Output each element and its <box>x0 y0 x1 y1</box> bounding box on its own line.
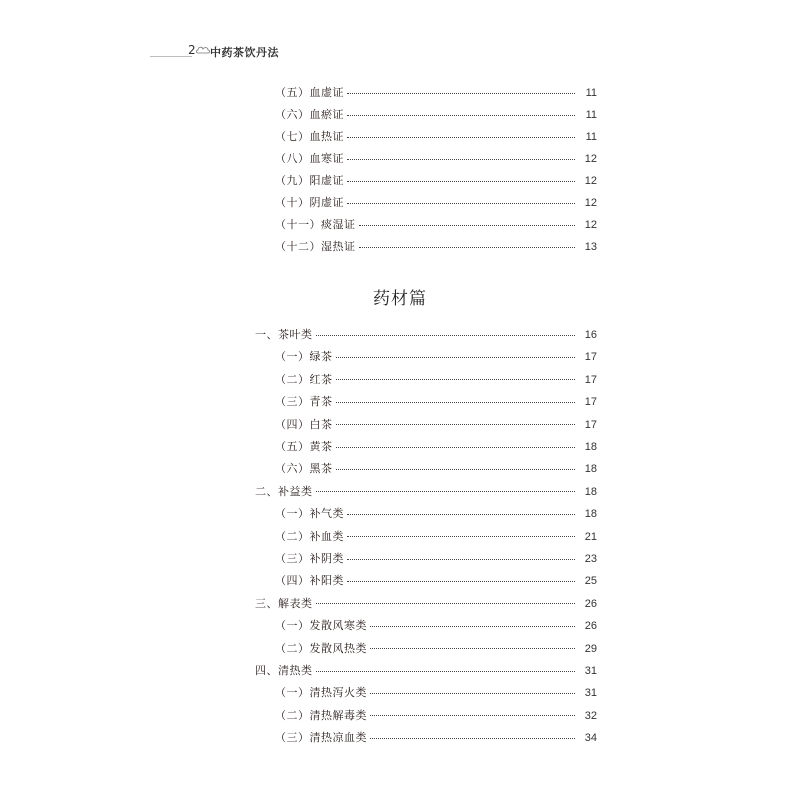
page-number: 2 <box>188 43 196 57</box>
toc-entry-page: 31 <box>584 665 597 677</box>
dot-leader <box>336 446 576 448</box>
toc-entry-label: （三）青茶 <box>275 395 333 409</box>
toc-entry-page: 11 <box>585 87 597 99</box>
dot-leader <box>336 468 576 470</box>
toc-entry-page: 21 <box>584 530 597 543</box>
toc-entry-label: （九）阳虚证 <box>275 174 344 187</box>
toc-entry-page: 12 <box>584 175 597 187</box>
toc-entry-page: 12 <box>584 197 597 209</box>
toc-entry-page: 17 <box>584 351 597 364</box>
toc-entry-page: 29 <box>584 642 597 655</box>
toc-entry-page: 26 <box>584 597 597 610</box>
toc-entry-page: 13 <box>584 241 597 253</box>
toc-entry <box>275 550 597 570</box>
dot-leader <box>347 513 575 515</box>
toc-entry-page: 11 <box>585 131 597 143</box>
toc-entry-page: 18 <box>584 508 597 521</box>
toc-entry <box>275 572 597 592</box>
toc-entry-label: （二）清热解毒类 <box>275 708 367 722</box>
dot-leader <box>370 714 575 716</box>
toc-entry <box>275 505 597 525</box>
toc-entry-label: （十）阴虚证 <box>275 196 344 209</box>
toc-entry-label: （四）补阳类 <box>275 574 344 588</box>
dot-leader <box>370 692 575 694</box>
dot-leader <box>347 202 575 204</box>
toc-entry <box>275 528 597 548</box>
toc-entry <box>275 707 597 727</box>
toc-entry-label: 一、茶叶类 <box>255 328 313 341</box>
toc-entry-label: （一）发散风寒类 <box>275 619 367 633</box>
toc-entry-label: （一）清热泻火类 <box>275 686 367 700</box>
dot-leader <box>347 180 575 182</box>
dot-leader <box>336 356 576 358</box>
toc-entry-label: （十一）痰湿证 <box>275 218 356 231</box>
toc-entry-page: 17 <box>584 373 597 386</box>
toc-entry <box>275 684 597 704</box>
toc-entry-label: 二、补益类 <box>255 484 313 498</box>
toc-entry <box>275 438 597 458</box>
toc-entry-page: 34 <box>584 732 597 745</box>
toc-entry <box>275 194 597 214</box>
dot-leader <box>370 737 575 739</box>
dot-leader <box>347 92 575 94</box>
toc-entry-page: 12 <box>584 153 597 165</box>
toc-entry-page: 18 <box>584 485 597 498</box>
toc-entry-label: （二）补血类 <box>275 529 344 543</box>
dot-leader <box>336 378 576 380</box>
toc-entry-page: 12 <box>584 219 597 231</box>
toc-entry <box>275 128 597 148</box>
dot-leader <box>336 401 576 403</box>
toc-entry-label: （六）血瘀证 <box>275 108 344 121</box>
toc-entry-label: （三）清热凉血类 <box>275 731 367 745</box>
toc-entry <box>255 662 597 682</box>
toc-entry <box>275 640 597 660</box>
toc-entry <box>275 460 597 480</box>
toc-entry-label: （七）血热证 <box>275 130 344 143</box>
toc-entry-label: 三、解表类 <box>255 596 313 610</box>
toc-entry <box>275 393 597 413</box>
toc-entry-label: （六）黑茶 <box>275 462 333 476</box>
toc-entry-label: （一）绿茶 <box>275 350 333 364</box>
dot-leader <box>370 625 575 627</box>
dot-leader <box>347 535 575 537</box>
toc-entry <box>275 84 597 104</box>
dot-leader <box>359 224 576 226</box>
toc-entry-page: 11 <box>585 109 597 121</box>
toc-entry-page: 31 <box>584 687 597 700</box>
dot-leader <box>370 647 575 649</box>
dot-leader <box>347 114 575 116</box>
toc-entry-label: （四）白茶 <box>275 417 333 431</box>
toc-entry-label: （五）黄茶 <box>275 440 333 453</box>
toc-entry <box>275 106 597 126</box>
toc-entry-label: （五）血虚证 <box>275 86 344 99</box>
toc-entry-page: 26 <box>584 620 597 633</box>
toc-entry <box>275 617 597 637</box>
dot-leader <box>316 670 576 672</box>
toc-entry-page: 25 <box>584 575 597 588</box>
toc-entry-page: 17 <box>584 396 597 409</box>
toc-entry-label: （八）血寒证 <box>275 152 344 165</box>
toc-entry <box>275 348 597 368</box>
toc-entry <box>275 371 597 391</box>
toc-entry <box>275 729 597 749</box>
toc-entry-label: （二）发散风热类 <box>275 641 367 655</box>
toc-entry <box>255 483 597 503</box>
toc-entry-label: （一）补气类 <box>275 507 344 521</box>
toc-entry-label: （二）红茶 <box>275 372 333 386</box>
toc-entry <box>255 595 597 615</box>
book-title: 中药茶饮丹法 <box>210 46 279 59</box>
toc-entry-label: 四、清热类 <box>255 664 313 677</box>
dot-leader <box>316 602 576 604</box>
toc-entry-page: 23 <box>584 553 597 565</box>
toc-entry-label: （三）补阴类 <box>275 552 344 565</box>
toc-entry <box>275 238 597 258</box>
toc-entry-page: 16 <box>584 329 597 341</box>
dot-leader <box>359 246 576 248</box>
dot-leader <box>316 334 576 336</box>
toc-entry-page: 17 <box>584 418 597 431</box>
section-title: 药材篇 <box>373 289 427 309</box>
toc-entry <box>275 172 597 192</box>
toc-entry-page: 32 <box>584 709 597 722</box>
dot-leader <box>336 423 576 425</box>
toc-entry-page: 18 <box>584 441 597 453</box>
dot-leader <box>347 580 575 582</box>
toc-entry <box>275 150 597 170</box>
toc-entry-label: （十二）湿热证 <box>275 240 356 253</box>
toc-entry <box>275 416 597 436</box>
toc-entry-page: 18 <box>584 463 597 476</box>
dot-leader <box>347 158 575 160</box>
dot-leader <box>347 558 575 560</box>
dot-leader <box>316 490 576 492</box>
toc-entry <box>275 216 597 236</box>
toc-entry <box>255 326 597 346</box>
dot-leader <box>347 136 575 138</box>
